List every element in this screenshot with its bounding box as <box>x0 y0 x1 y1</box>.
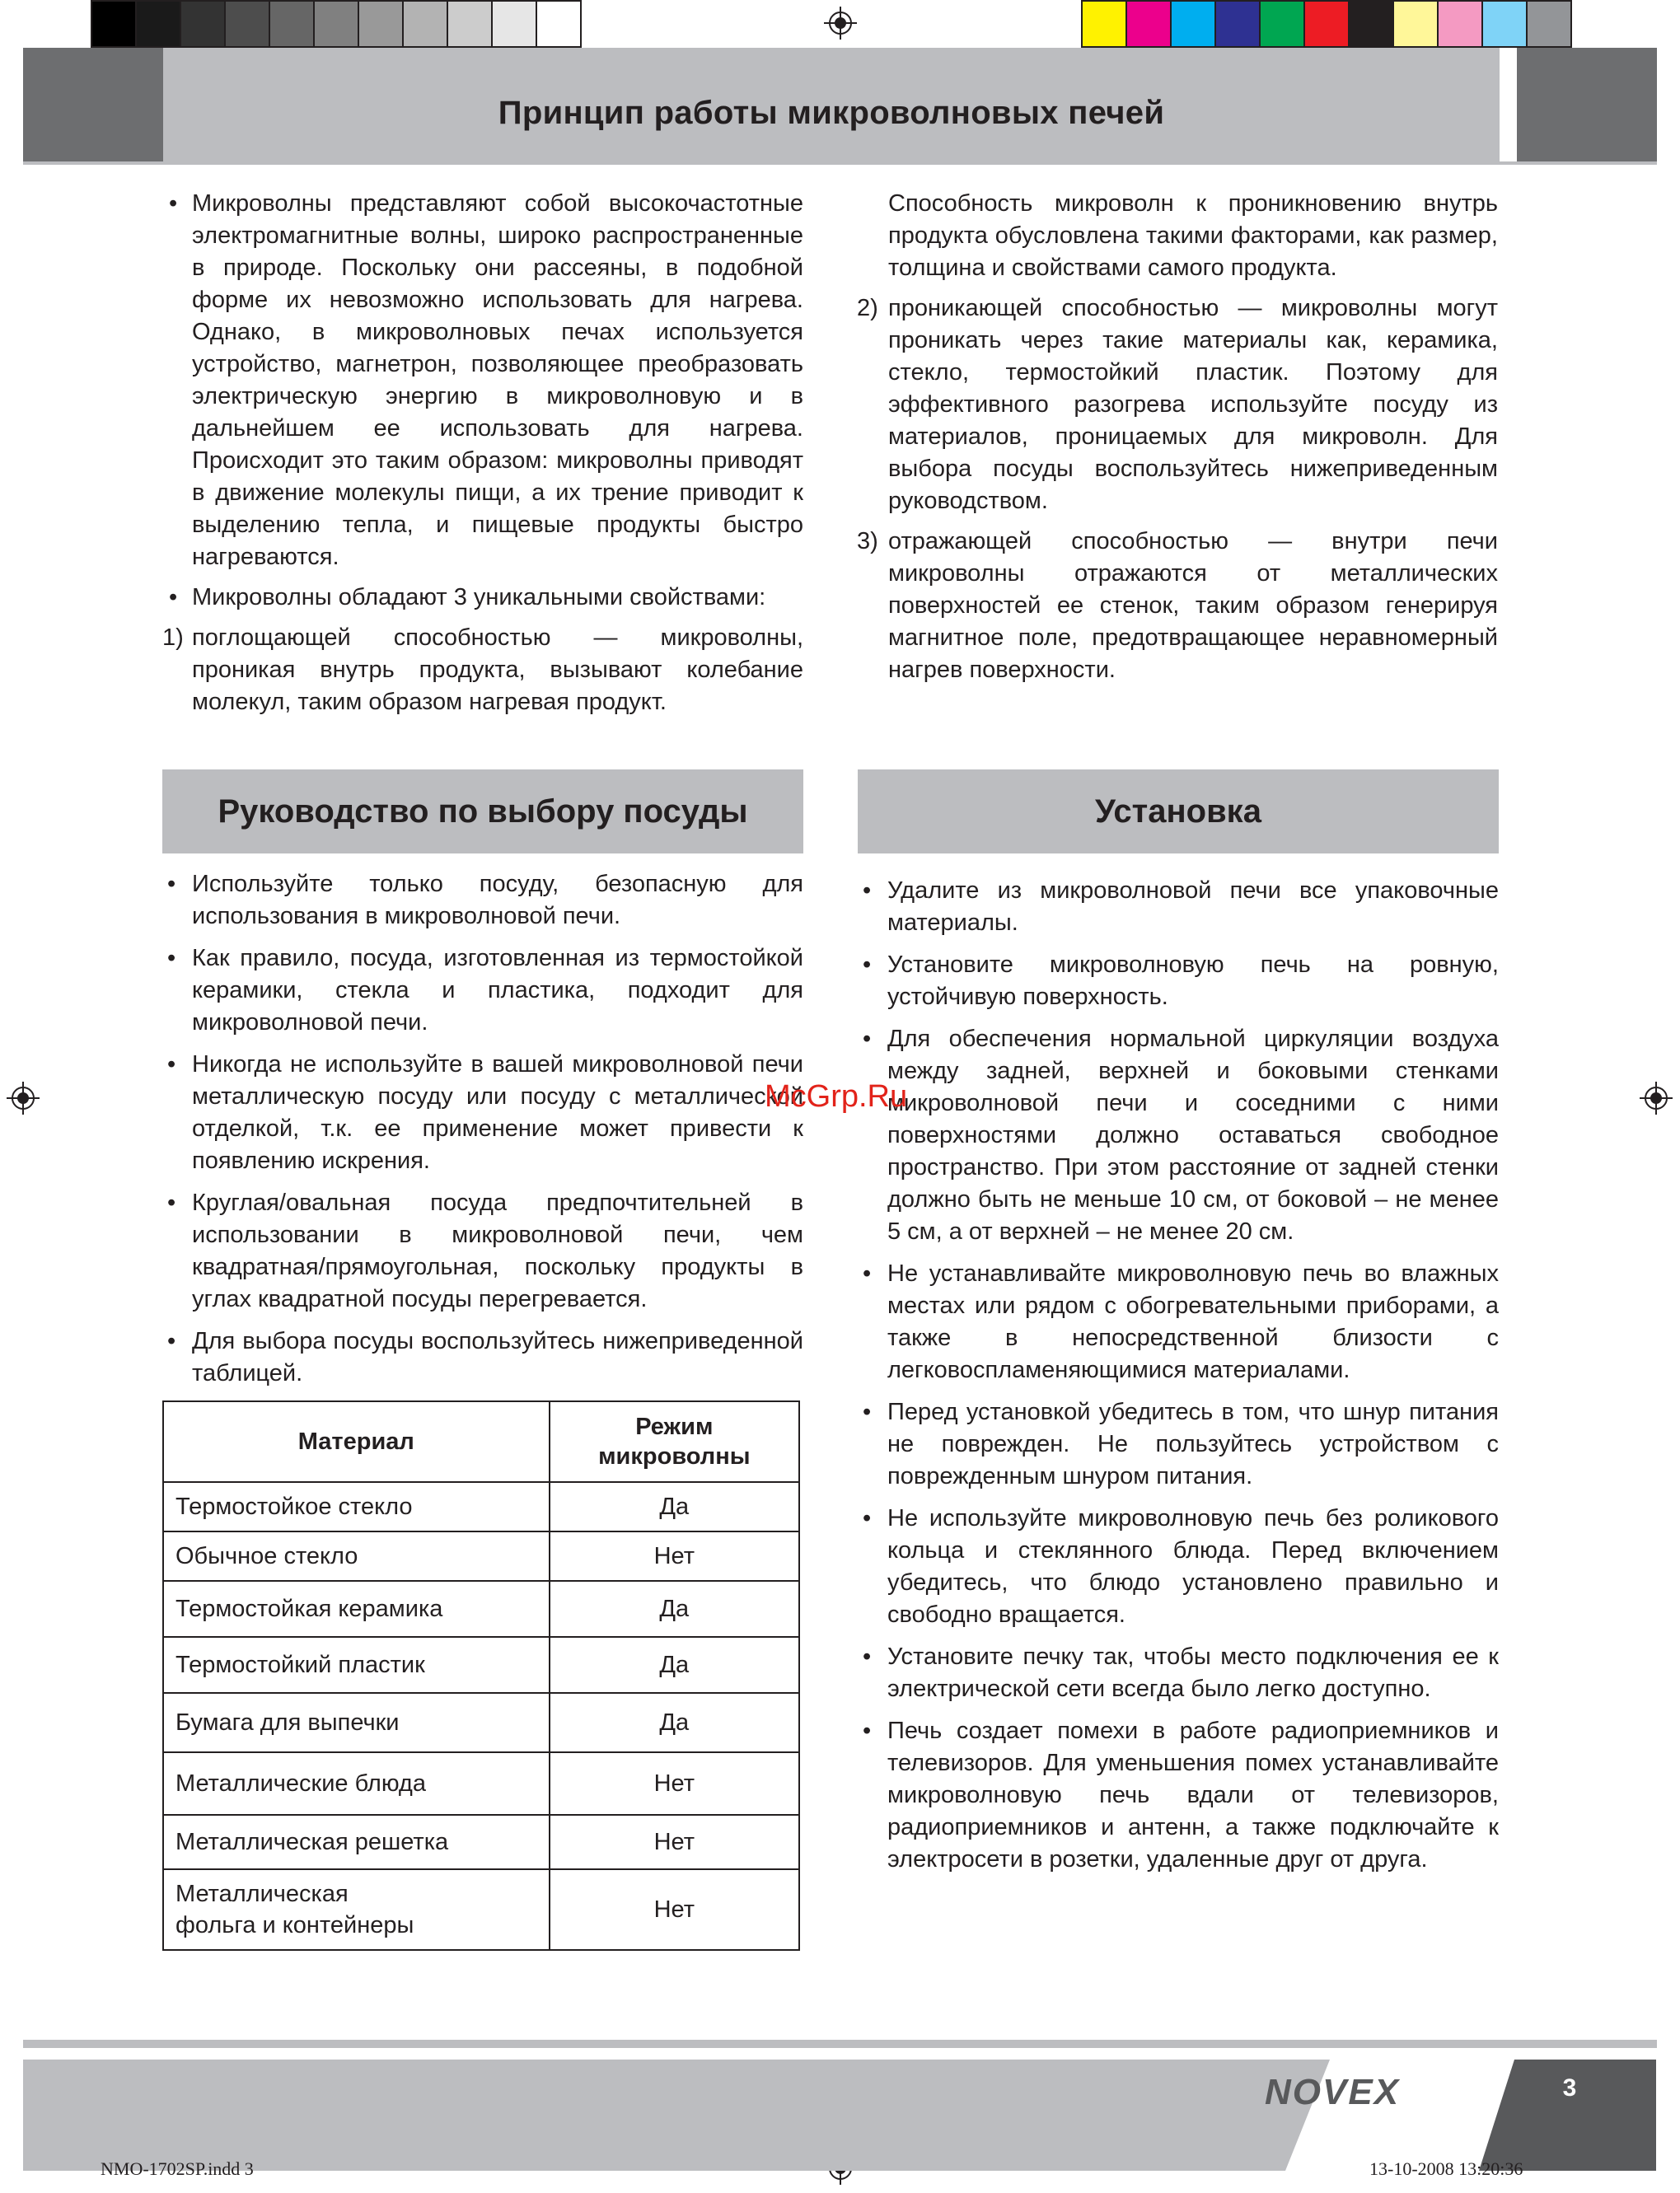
table-row <box>163 1869 799 1950</box>
color-swatch <box>358 0 404 48</box>
table-cell-mode: Нет <box>550 1815 799 1869</box>
list-item <box>162 942 803 1039</box>
page-title: Принцип работы микроволновых печей <box>498 95 1165 131</box>
list-item <box>858 1715 1499 1876</box>
principle-intro <box>162 188 803 573</box>
color-swatch <box>1526 0 1572 48</box>
list-number: 2) <box>857 295 878 321</box>
property-1-continued <box>857 188 1498 284</box>
list-item-text: Используйте только посуду, безопасную для использования в микроволновой печи. <box>192 871 803 929</box>
header-accent-right <box>1517 48 1657 161</box>
color-swatch <box>1348 0 1394 48</box>
list-item <box>858 1023 1499 1248</box>
color-swatch <box>180 0 226 48</box>
list-item <box>162 868 803 933</box>
bullet-icon: • <box>863 952 872 978</box>
list-item <box>858 949 1499 1013</box>
principle-right-column <box>857 188 1498 694</box>
table-cell-mode: Да <box>550 1581 799 1637</box>
table-cell-material: Металлическая фольга и контейнеры <box>163 1869 550 1950</box>
list-item-text: Перед установкой убедитесь в том, что шнур питания не поврежден. Не пользуйтесь устройством с поврежденным шнуром питания. <box>887 1399 1499 1489</box>
table-cell-material: Термостойкое стекло <box>163 1482 550 1531</box>
footer-divider <box>23 2040 1657 2048</box>
table-cell-material: Металлические блюда <box>163 1752 550 1815</box>
list-item <box>162 1326 803 1390</box>
color-swatch <box>1259 0 1305 48</box>
color-swatch <box>1303 0 1350 48</box>
registration-mark-top-icon <box>824 7 857 40</box>
list-item-text: Никогда не используйте в вашей микроволновой печи металлическую посуду или посуду с металлической отделкой, т.к. ее применение может привести к появлению искрения. <box>192 1051 803 1174</box>
bullet-icon: • <box>863 1260 872 1287</box>
grayscale-swatches <box>91 0 580 48</box>
list-item-text: Для обеспечения нормальной циркуляции воздуха между задней, верхней и боковыми стенками микроволновой печи и соседними с ними поверхностями должно оставаться свободное пространство. При этом расстояние от задней стенки должно быть не меньше 10 см, от боковой – не менее 5 см, а от верхней – не менее 20 см. <box>887 1026 1499 1245</box>
registration-mark-left-icon <box>7 1082 40 1115</box>
bullet-icon: • <box>863 1399 872 1425</box>
bullet-icon: • <box>167 1190 176 1216</box>
slug-timestamp: 13-10-2008 13:20:36 <box>1369 2158 1523 2179</box>
list-number: 3) <box>857 528 878 554</box>
table-row <box>163 1815 799 1869</box>
principle-properties-text: Микроволны обладают 3 уникальными свойствами: <box>192 584 766 610</box>
bullet-icon: • <box>169 190 178 217</box>
list-item-text: Установите микроволновую печь на ровную, устойчивую поверхность. <box>887 952 1499 1010</box>
table-header-row <box>163 1401 799 1482</box>
principle-properties <box>162 582 803 614</box>
table-cell-mode: Нет <box>550 1752 799 1815</box>
table-cell-material: Бумага для выпечки <box>163 1693 550 1752</box>
list-item-text: Круглая/овальная посуда предпочтительней в использовании в микроволновой печи, чем квадратная/прямоугольная, поскольку продукты в углах квадратной посуды перегревается. <box>192 1190 803 1312</box>
property-1-text: поглощающей способностью — микроволны, проникая внутрь продукта, вызывают колебание молекул, таким образом нагревая продукт. <box>192 624 803 715</box>
registration-mark-right-icon <box>1640 1082 1673 1115</box>
list-item-text: Для выбора посуды воспользуйтесь нижеприведенной таблицей. <box>192 1328 803 1386</box>
bullet-icon: • <box>863 1505 872 1531</box>
table-row <box>163 1637 799 1693</box>
table-row <box>163 1752 799 1815</box>
list-item-text: Печь создает помехи в работе радиоприемников и телевизоров. Для уменьшения помех устанавливайте микроволновую печь вдали от телевизоров, радиоприемников и антенн, а также подключайте к электросети в розетки, удаленные друг от друга. <box>887 1718 1499 1873</box>
list-item <box>858 875 1499 939</box>
color-swatch <box>1214 0 1261 48</box>
property-3 <box>857 526 1498 686</box>
list-item <box>162 1187 803 1316</box>
color-swatch <box>1481 0 1528 48</box>
installation-bullets <box>858 875 1499 1886</box>
color-swatch <box>536 0 582 48</box>
list-item <box>858 1258 1499 1386</box>
color-swatch <box>1081 0 1127 48</box>
color-swatch <box>1437 0 1483 48</box>
bullet-icon: • <box>167 945 176 971</box>
table-cell-mode: Да <box>550 1637 799 1693</box>
installation-section-heading: Установка <box>858 769 1499 853</box>
color-swatch <box>402 0 448 48</box>
cookware-section-heading: Руководство по выбору посуды <box>162 769 803 853</box>
table-row <box>163 1581 799 1637</box>
bullet-icon: • <box>863 1644 872 1670</box>
slug-filename: NMO-1702SP.indd 3 <box>101 2158 254 2179</box>
color-swatch <box>1170 0 1216 48</box>
header-accent-left <box>23 48 163 161</box>
table-cell-material: Обычное стекло <box>163 1531 550 1581</box>
list-item-text: Удалите из микроволновой печи все упаковочные материалы. <box>887 877 1499 936</box>
color-swatch <box>224 0 270 48</box>
table-cell-mode: Да <box>550 1693 799 1752</box>
bullet-icon: • <box>863 1718 872 1744</box>
bullet-icon: • <box>167 1328 176 1354</box>
color-swatch <box>491 0 537 48</box>
list-item-text: Установите печку так, чтобы место подключения ее к электрической сети всегда было легко доступно. <box>887 1644 1499 1702</box>
cookware-bullets <box>162 868 803 1400</box>
page-number: 3 <box>1562 2074 1577 2102</box>
list-item <box>858 1503 1499 1631</box>
property-3-text: отражающей способностью — внутри печи микроволны отражаются от металлических поверхностей ее стенок, таким образом генерируя магнитное поле, предотвращающее неравномерный нагрев поверхности. <box>888 528 1498 683</box>
brand-logo: NOVEX <box>1265 2072 1401 2112</box>
color-swatch <box>91 0 137 48</box>
color-swatch <box>313 0 359 48</box>
list-number: 1) <box>162 624 184 651</box>
color-swatch <box>1125 0 1172 48</box>
list-item-text: Как правило, посуда, изготовленная из термостойкой керамики, стекла и пластика, подходит для микроволновой печи. <box>192 945 803 1036</box>
color-swatch <box>1392 0 1439 48</box>
bullet-icon: • <box>863 877 872 904</box>
table-cell-material: Термостойкая керамика <box>163 1581 550 1637</box>
property-2-text: проникающей способностью — микроволны могут проникать через такие материалы как, керамика, стекло, термостойкий пластик. Поэтому для эффективного разогрева используйте посуду из материалов, проницаемых для микроволн. Для выбора посуды воспользуйтесь нижеприведенным руководством. <box>888 295 1498 514</box>
bullet-icon: • <box>169 584 178 610</box>
table-cell-mode: Нет <box>550 1869 799 1950</box>
color-swatch <box>135 0 181 48</box>
color-swatch <box>447 0 493 48</box>
table-header-mode: Режим микроволны <box>550 1401 799 1482</box>
color-swatches <box>1081 0 1570 48</box>
watermark: McGrp.Ru <box>765 1079 908 1114</box>
table-cell-material: Металлическая решетка <box>163 1815 550 1869</box>
list-item <box>858 1641 1499 1705</box>
list-item-text: Не используйте микроволновую печь без роликового кольца и стеклянного блюда. Перед включением убедитесь, что блюдо установлено правильно и свободно вращается. <box>887 1505 1499 1628</box>
property-1-cont-text: Способность микроволн к проникновению внутрь продукта обусловлена такими факторами, как размер, толщина и свойствами самого продукта. <box>888 190 1498 281</box>
bullet-icon: • <box>167 871 176 897</box>
list-item-text: Не устанавливайте микроволновую печь во влажных местах или рядом с обогревательными приборами, а также в непосредственной близости с легковоспламеняющимися материалами. <box>887 1260 1499 1383</box>
cookware-table <box>162 1400 800 1951</box>
principle-intro-text: Микроволны представляют собой высокочастотные электромагнитные волны, широко распространенные в природе. Поскольку они рассеяны, в подобной форме их невозможно использовать для нагрева. Однако, в микроволновых печах используется устройство, магнетрон, позволяющее преобразовать электрическую энергию в микроволновую и в дальнейшем ее использовать для нагрева. Происходит это таким образом: микроволны приводят в движение молекулы пищи, а их трение приводит к выделению тепла, и пищевые продукты быстро нагреваются. <box>192 190 803 570</box>
property-1 <box>162 622 803 718</box>
property-2 <box>857 292 1498 517</box>
color-swatch <box>269 0 315 48</box>
principle-left-column <box>162 188 803 718</box>
list-item <box>162 1049 803 1177</box>
table-cell-mode: Да <box>550 1482 799 1531</box>
table-row <box>163 1531 799 1581</box>
bullet-icon: • <box>167 1051 176 1078</box>
table-cell-mode: Нет <box>550 1531 799 1581</box>
table-header-material: Материал <box>163 1401 550 1482</box>
table-cell-material: Термостойкий пластик <box>163 1637 550 1693</box>
list-item <box>858 1396 1499 1493</box>
table-row <box>163 1693 799 1752</box>
header-divider <box>23 161 1657 165</box>
table-row <box>163 1482 799 1531</box>
bullet-icon: • <box>863 1026 872 1052</box>
